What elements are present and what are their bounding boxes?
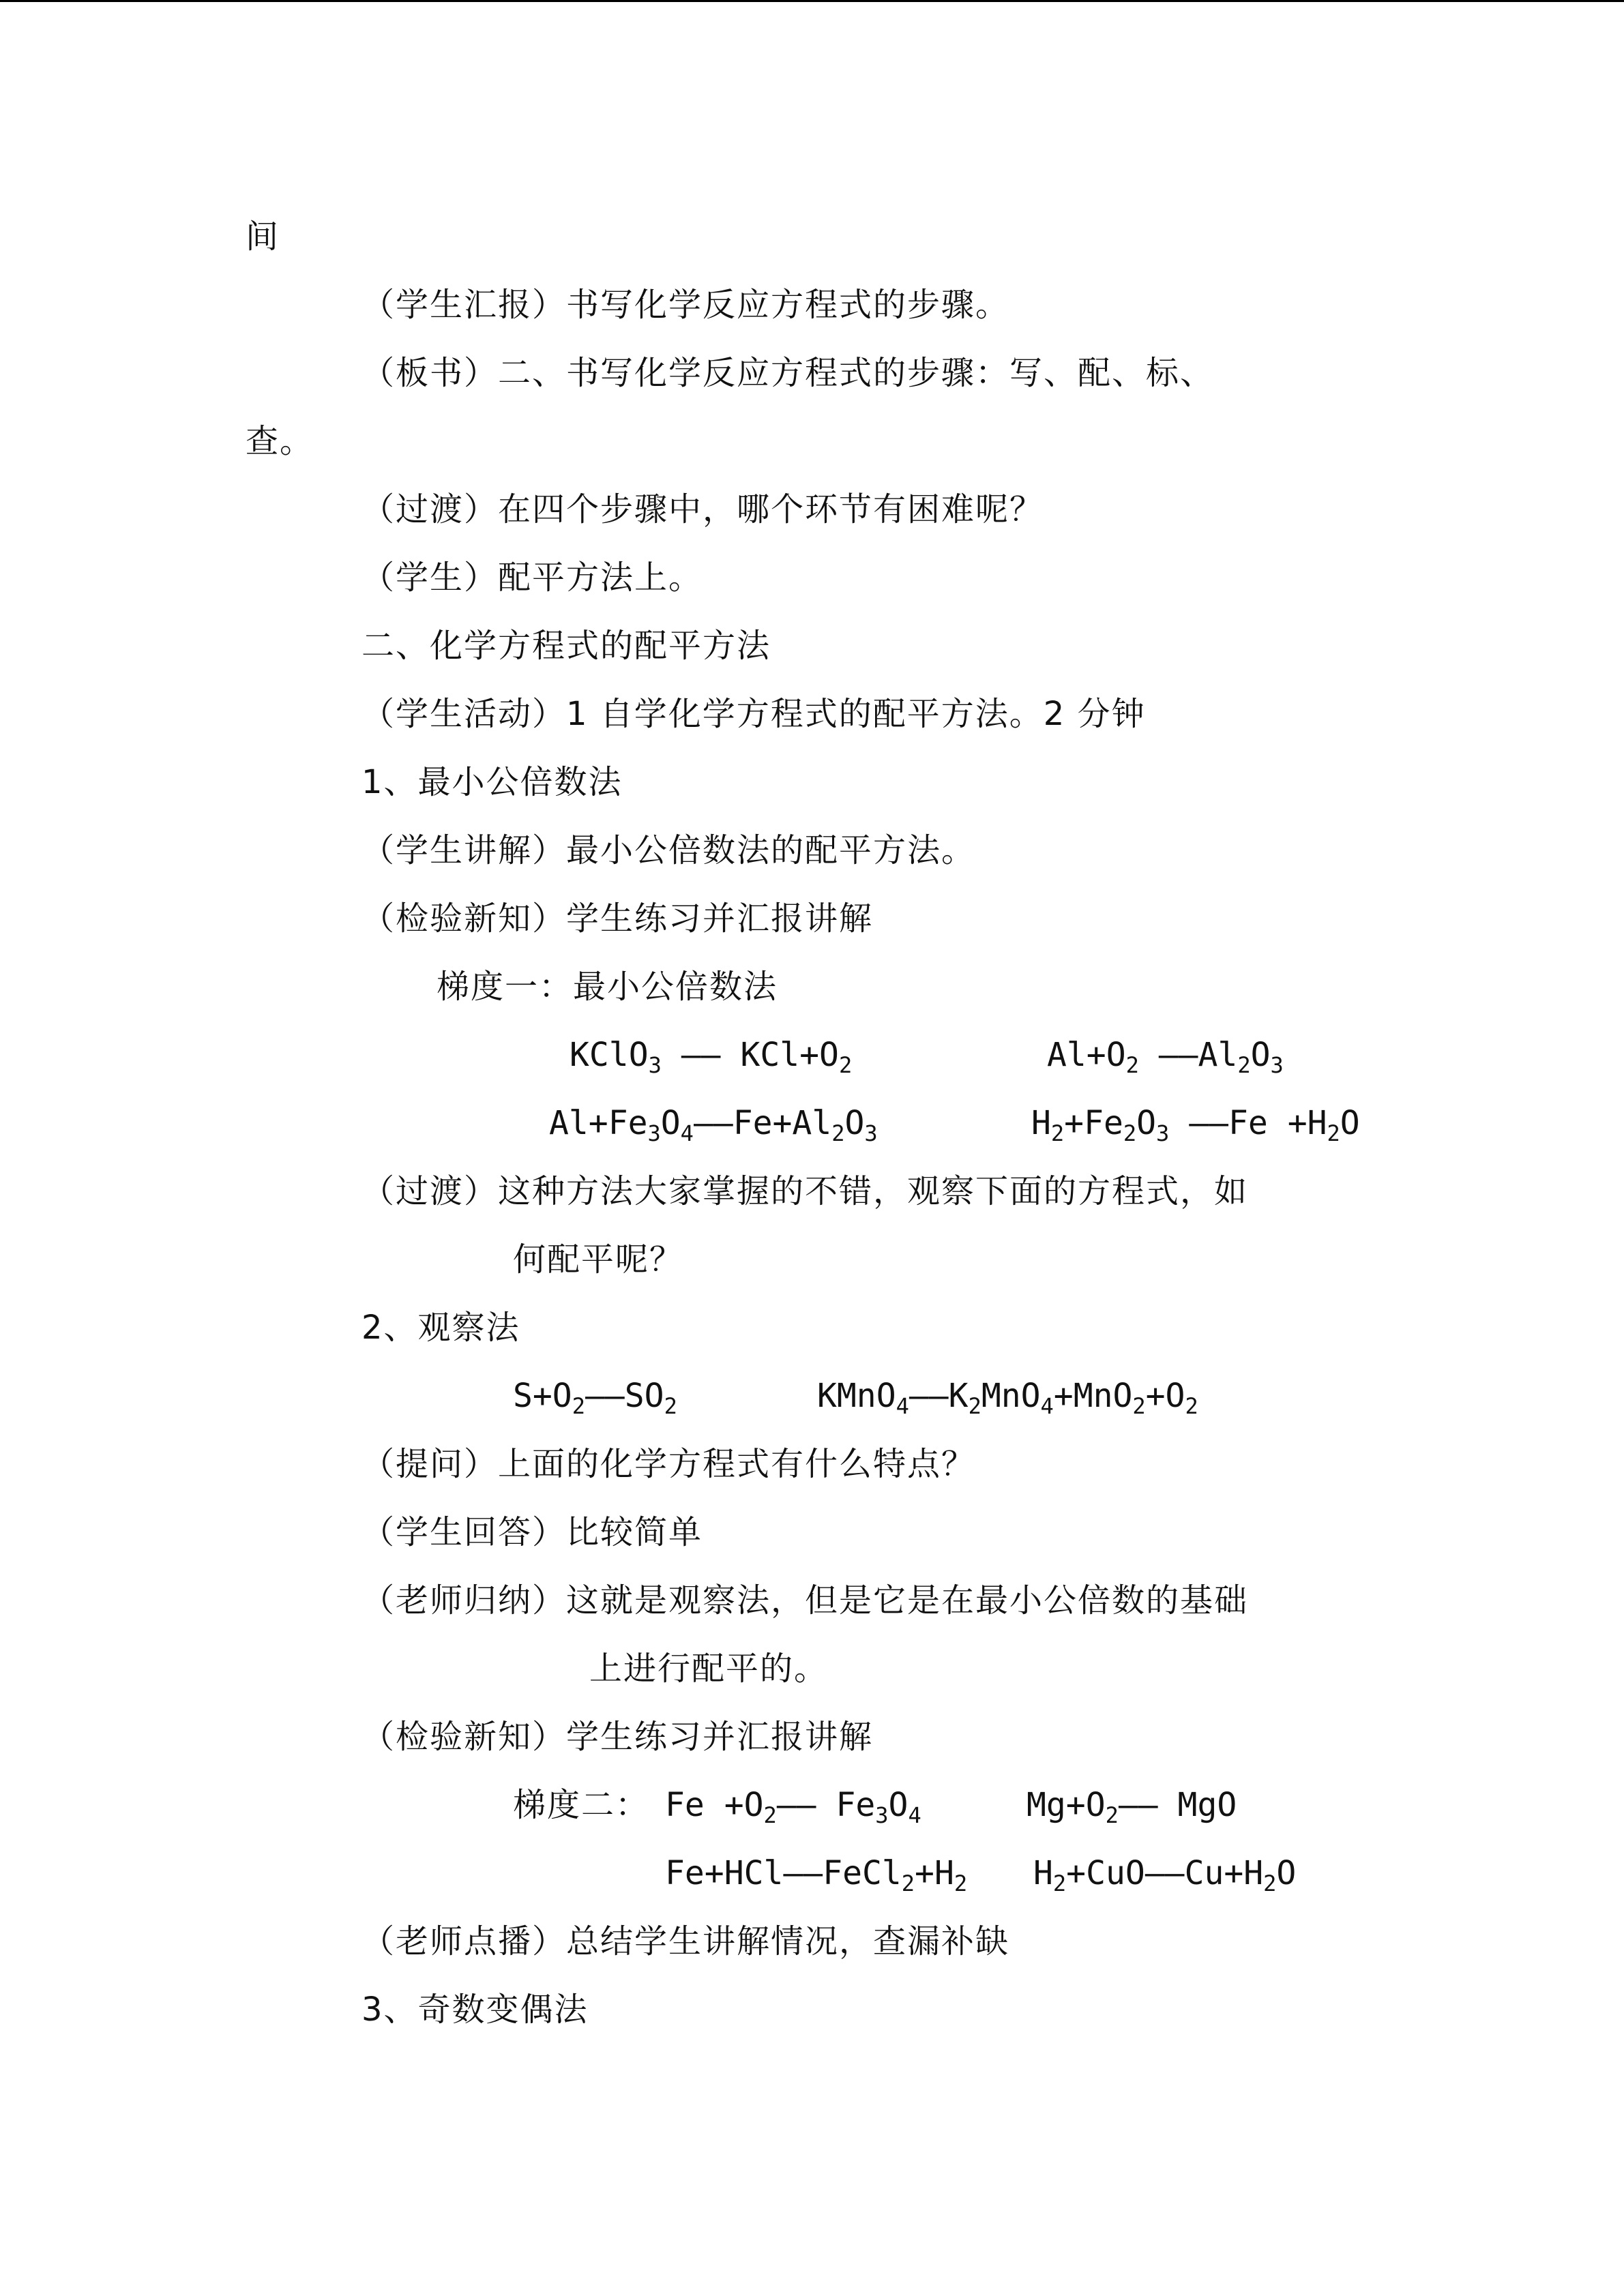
equation: KClO$_3$ —— $KCl+O_2$ xyxy=(570,1036,853,1078)
text-line: 梯度一：最小公倍数法 xyxy=(437,968,778,1006)
text-line: （检验新知）学生练习并汇报讲解 xyxy=(361,899,874,938)
equation: $KMnO_4——K_2MnO_4+MnO_2+O_2$ xyxy=(817,1377,1198,1419)
text-line: 梯度二： xyxy=(513,1786,650,1824)
text-line: 上进行配平的。 xyxy=(589,1650,829,1688)
text-line: （过渡）这种方法大家掌握的不错，观察下面的方程式，如 xyxy=(361,1172,1249,1210)
subsection-heading: 2、观察法 xyxy=(361,1309,520,1347)
text-line: （学生讲解）最小公倍数法的配平方法。 xyxy=(361,831,976,869)
text-line: （检验新知）学生练习并汇报讲解 xyxy=(361,1718,874,1756)
text-line: 查。 xyxy=(246,422,314,460)
equation: $H_2+CuO——Cu+H_2O$ xyxy=(1033,1854,1297,1896)
equation: $H_2+Fe_2O_3$ ——Fe $+H_2O$ xyxy=(1031,1104,1360,1146)
section-heading: 二、化学方程式的配平方法 xyxy=(361,627,771,665)
subsection-heading: 1、最小公倍数法 xyxy=(361,763,623,801)
text-line: （学生回答）比较简单 xyxy=(361,1513,703,1551)
subsection-heading: 3、奇数变偶法 xyxy=(361,1991,589,2029)
equation: $Al+Fe_3O_4——Fe+Al_2O_3$ xyxy=(549,1104,878,1146)
text-line: （学生）配平方法上。 xyxy=(361,558,703,597)
text-line: （学生活动）1 自学化学方程式的配平方法。2 分钟 xyxy=(361,695,1146,733)
equation: $Al+O_2$ $——Al_2O_3$ xyxy=(1047,1036,1284,1078)
equation: $Fe +O_2——$ $Fe_3O_4$ xyxy=(665,1786,921,1828)
text-line: （学生汇报）书写化学反应方程式的步骤。 xyxy=(361,286,1010,324)
text-line: 何配平呢？ xyxy=(513,1240,684,1279)
text-line: （板书）二、书写化学反应方程式的步骤：写、配、标、 xyxy=(361,354,1215,392)
text-line: （老师归纳）这就是观察法，但是它是在最小公倍数的基础 xyxy=(361,1581,1249,1620)
text-line: （过渡）在四个步骤中，哪个环节有困难呢？ xyxy=(361,490,1044,528)
text-line: 间 xyxy=(246,218,280,256)
equation: $S+O_2——SO_2$ xyxy=(513,1377,677,1419)
equation: $Fe+HCl——FeCl_2+H_2$ xyxy=(665,1854,968,1896)
text-line: （提问）上面的化学方程式有什么特点？ xyxy=(361,1445,976,1483)
text-line: （老师点播）总结学生讲解情况，查漏补缺 xyxy=(361,1922,1010,1960)
equation: $Mg+O_2——$ MgO xyxy=(1027,1786,1237,1828)
